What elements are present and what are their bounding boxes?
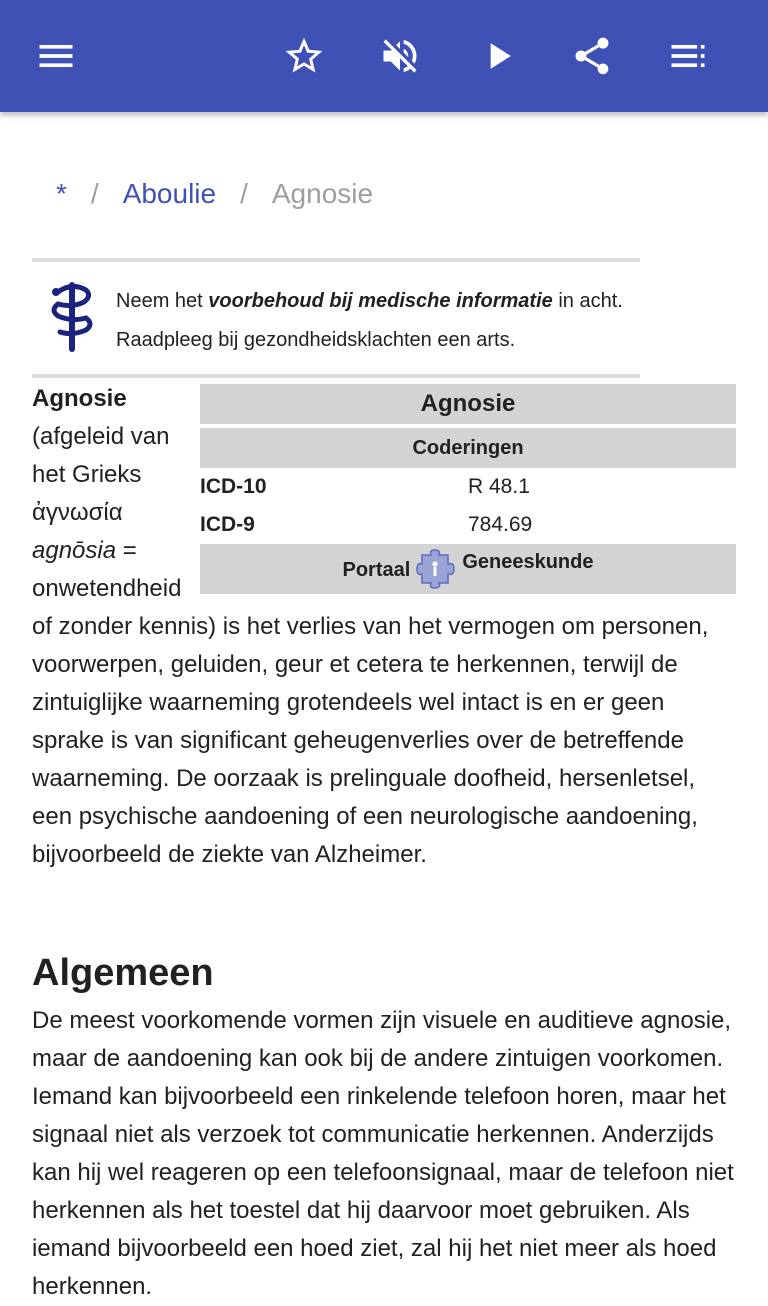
- disclaimer-line-1: [116, 290, 623, 313]
- infobox-value: 784.69: [468, 513, 533, 536]
- section-paragraph: De meest voorkomende vormen zijn visuele en auditieve agnosie, maar de aandoening kan ook bij de andere zintuigen voorkomen. Iemand kan bijvoorbeeld een rinkelende telefoon horen, maar het signaal niet als verzoek tot communicatie herkennen. Anderzijds kan hij wel reageren op een telefoonsignaal, maar de telefoon niet herkennen als het toestel dat hij daarvoor moet gebruiken. Als iemand bijvoorbeeld een hoed ziet, zal hij het niet meer als hoed herkennen.: [32, 1007, 734, 1300]
- breadcrumb-home-link[interactable]: *: [56, 178, 67, 209]
- puzzle-piece-icon: [414, 549, 458, 589]
- infobox-key: ICD-10: [200, 475, 267, 498]
- staff-of-asclepius-icon: [46, 280, 98, 354]
- contents-button[interactable]: [660, 28, 716, 84]
- article-term: Agnosie: [32, 385, 127, 412]
- disclaimer-link[interactable]: voorbehoud bij medische informatie: [208, 290, 553, 312]
- infobox-title: Agnosie: [200, 384, 736, 426]
- disclaimer-line-2: Raadpleeg bij gezondheidsklachten een arts.: [116, 329, 516, 351]
- breadcrumb-separator: /: [240, 178, 248, 209]
- infobox: [200, 384, 736, 594]
- star-icon: [282, 34, 326, 78]
- disclaimer-text: Neem het: [116, 290, 209, 312]
- play-icon: [476, 34, 520, 78]
- intro-text: (afgeleid van het Grieks: [32, 423, 170, 488]
- portal-link[interactable]: Geneeskunde: [462, 551, 594, 573]
- medical-disclaimer: [32, 258, 640, 378]
- infobox-row: [200, 506, 736, 544]
- infobox-subtitle: Coderingen: [200, 426, 736, 468]
- share-button[interactable]: [564, 28, 620, 84]
- infobox-row: [200, 468, 736, 506]
- infobox-key: ICD-9: [200, 513, 255, 536]
- menu-button[interactable]: [28, 28, 84, 84]
- volume-off-icon: [378, 34, 422, 78]
- breadcrumb-parent-link[interactable]: Aboulie: [122, 178, 217, 209]
- infobox-value: R 48.1: [468, 475, 530, 498]
- app-bar: [0, 0, 768, 112]
- playlist-icon: [666, 34, 710, 78]
- transliteration: agnōsia: [32, 537, 117, 564]
- intro-text: = onwetendheid of zonder kennis) is het verlies van het vermogen om personen, voorwerpen, geluiden, geur et cetera te herkennen, terwijl de zintuiglijke waarneming grotendeels wel intact is en er geen sprake is van significant geheugenverlies over de betreffende waarneming. De oorzaak is prelinguale doofheid, hersenletsel, een psychische aandoening of een neurologische aandoening, bijvoorbeeld de ziekte van Alzheimer.: [32, 537, 709, 868]
- mute-button[interactable]: [372, 28, 428, 84]
- greek-word: ἀγνωσία: [32, 499, 123, 526]
- play-button[interactable]: [470, 28, 526, 84]
- bookmark-button[interactable]: [276, 28, 332, 84]
- breadcrumb: [56, 178, 373, 210]
- menu-icon: [34, 34, 78, 78]
- share-icon: [570, 34, 614, 78]
- breadcrumb-current: Agnosie: [271, 178, 374, 209]
- article-intro: [32, 380, 736, 874]
- section-heading: Algemeen: [32, 952, 214, 994]
- disclaimer-text: in acht.: [552, 290, 623, 312]
- breadcrumb-separator: /: [90, 178, 99, 209]
- infobox-portal: [200, 544, 736, 594]
- portal-label: Portaal: [342, 559, 411, 581]
